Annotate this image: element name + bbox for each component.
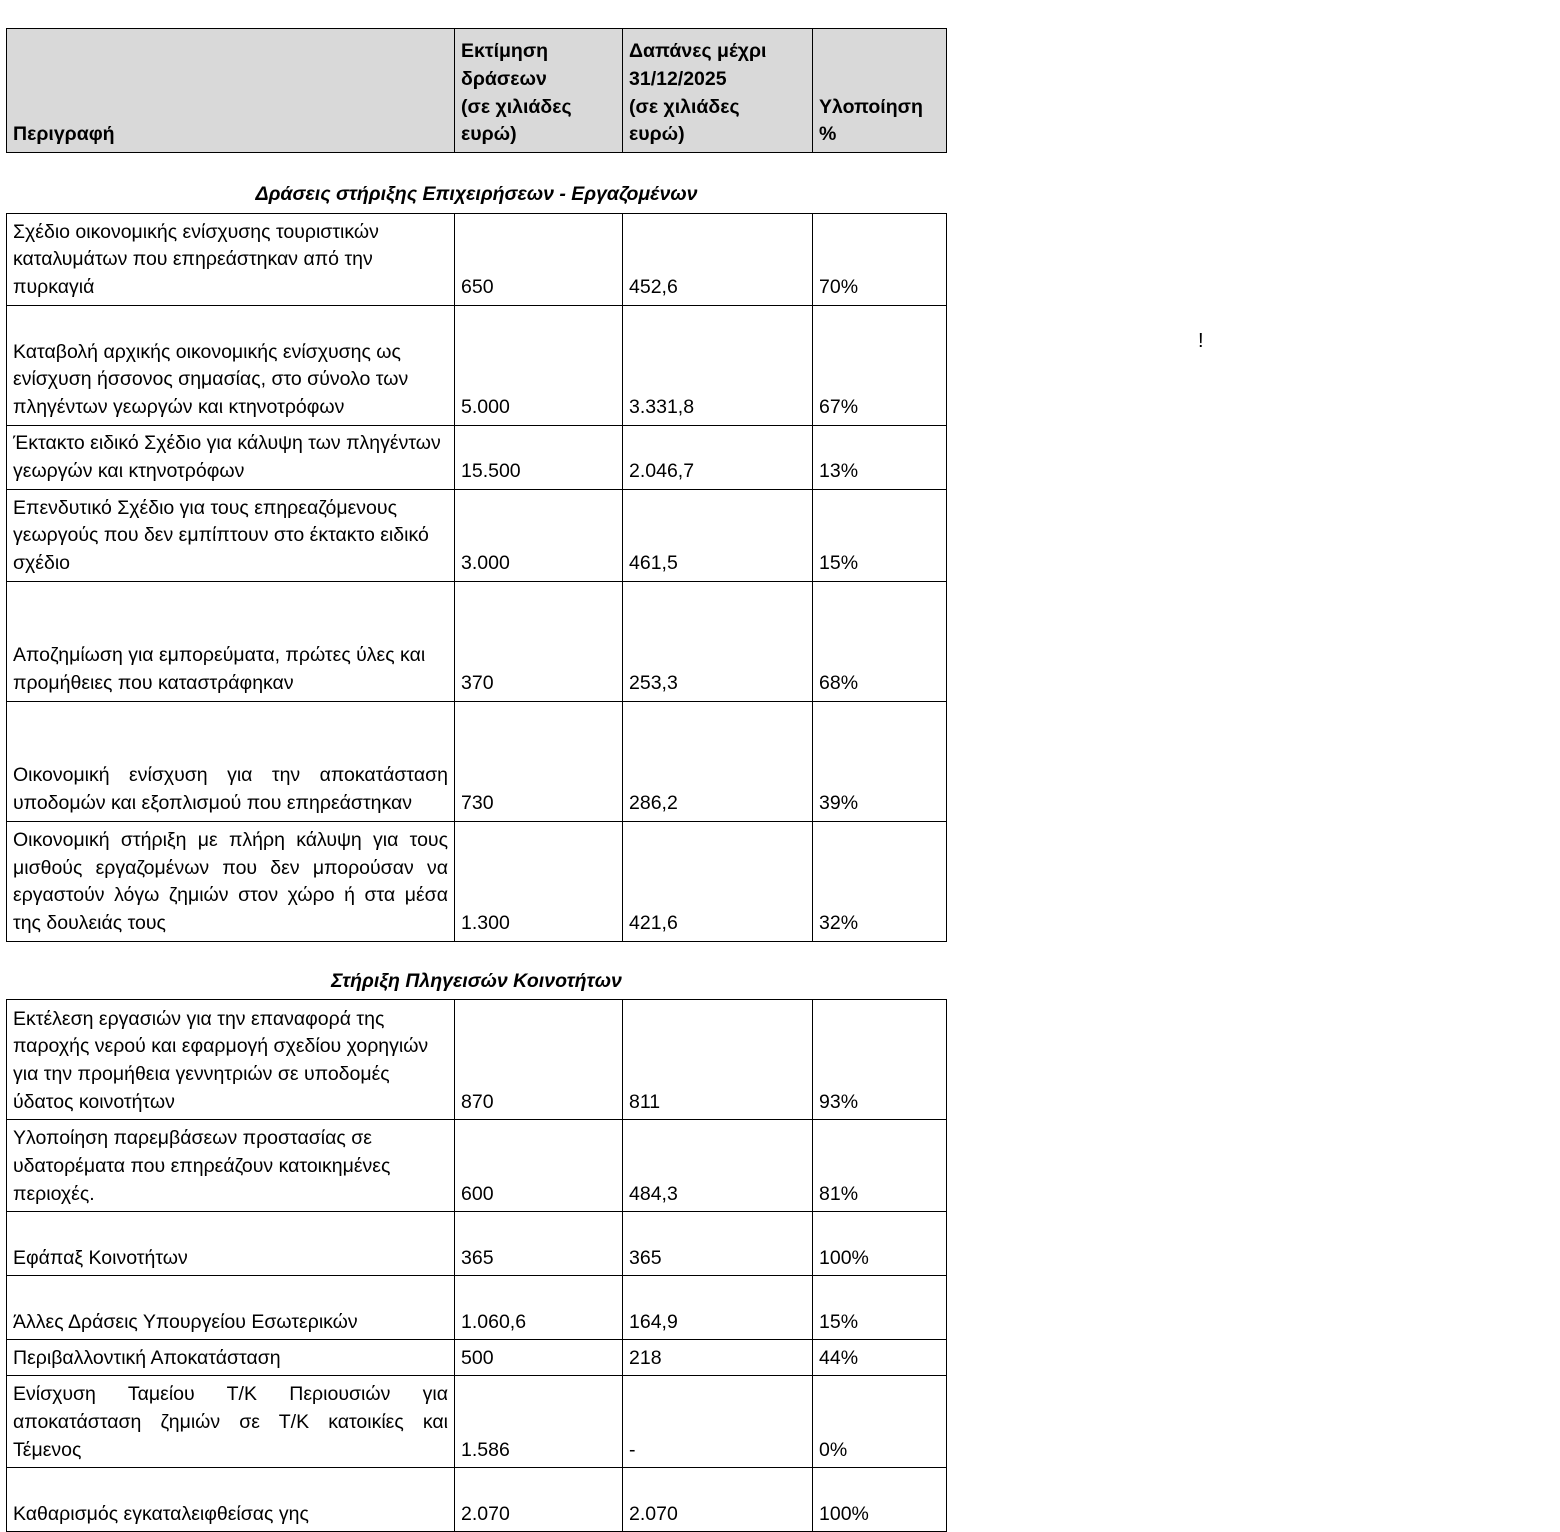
column-header-estimate-line2: δράσεων (461, 67, 547, 90)
row-description: Έκτακτο ειδικό Σχέδιο για κάλυψη των πληγέντων γεωργών και κτηνοτρόφων (7, 425, 455, 489)
row-percent: 44% (813, 1340, 947, 1376)
table-row (7, 1468, 947, 1532)
column-header-estimate-line1: Εκτίμηση (461, 40, 549, 63)
row-estimate: 3.000 (455, 489, 623, 581)
column-header-spent-line4: ευρώ) (629, 123, 685, 146)
table-row (7, 213, 947, 305)
row-spent: - (623, 1376, 813, 1468)
section-header-row (7, 153, 947, 214)
row-spent: 365 (623, 1212, 813, 1276)
column-header-estimate-line4: ευρώ) (461, 123, 517, 146)
table-row (7, 1340, 947, 1376)
row-description: Καταβολή αρχικής οικονομικής ενίσχυσης ως ενίσχυση ήσσονος σημασίας, στο σύνολο των πληγέντων γεωργών και κτηνοτρόφων (7, 305, 455, 425)
row-description: Καθαρισμός εγκαταλειφθείσας γης (7, 1468, 455, 1532)
row-description: Οικονομική στήριξη με πλήρη κάλυψη για τους μισθούς εργαζομένων που δεν μπορούσαν να εργαστούν λόγω ζημιών στον χώρο ή στα μέσα της δουλειάς τους (7, 821, 455, 941)
row-estimate: 2.070 (455, 1468, 623, 1532)
table-row (7, 1376, 947, 1468)
row-description: Εφάπαξ Κοινοτήτων (7, 1212, 455, 1276)
row-estimate: 1.300 (455, 821, 623, 941)
table-row (7, 821, 947, 941)
column-header-spent-line2: 31/12/2025 (629, 67, 727, 90)
row-estimate: 500 (455, 1340, 623, 1376)
row-description: Σχέδιο οικονομικής ενίσχυσης τουριστικών καταλυμάτων που επηρεάστηκαν από την πυρκαγιά (7, 213, 455, 305)
row-percent: 93% (813, 1000, 947, 1120)
column-header-spent-line3: (σε χιλιάδες (629, 95, 740, 118)
row-description: Αποζημίωση για εμπορεύματα, πρώτες ύλες και προμήθειες που καταστράφηκαν (7, 581, 455, 701)
column-header-percent-line1: Υλοποίηση (819, 95, 923, 118)
section-title: Στήριξη Πληγεισών Κοινοτήτων (7, 941, 947, 1000)
row-description: Άλλες Δράσεις Υπουργείου Εσωτερικών (7, 1276, 455, 1340)
row-estimate: 1.586 (455, 1376, 623, 1468)
column-header-estimate-line3: (σε χιλιάδες (461, 95, 572, 118)
row-spent: 253,3 (623, 581, 813, 701)
row-percent: 15% (813, 489, 947, 581)
row-description: Εκτέλεση εργασιών για την επαναφορά της παροχής νερού και εφαρμογή σχεδίου χορηγιών για την προμήθεια γεννητριών σε υποδομές ύδατος κοινοτήτων (7, 1000, 455, 1120)
row-percent: 67% (813, 305, 947, 425)
row-estimate: 370 (455, 581, 623, 701)
column-header-percent-line2: % (819, 123, 837, 146)
row-spent: 2.046,7 (623, 425, 813, 489)
column-header-spent (623, 29, 813, 153)
row-percent: 100% (813, 1468, 947, 1532)
row-estimate: 730 (455, 701, 623, 821)
row-description: Περιβαλλοντική Αποκατάσταση (7, 1340, 455, 1376)
row-percent: 68% (813, 581, 947, 701)
row-spent: 286,2 (623, 701, 813, 821)
column-header-description (7, 29, 455, 153)
row-description: Υλοποίηση παρεμβάσεων προστασίας σε υδατορέματα που επηρεάζουν κατοικημένες περιοχές. (7, 1120, 455, 1212)
table-header-row (7, 29, 947, 153)
table-row (7, 1120, 947, 1212)
row-estimate: 650 (455, 213, 623, 305)
row-spent: 452,6 (623, 213, 813, 305)
table-body (7, 153, 947, 1532)
row-percent: 32% (813, 821, 947, 941)
table-row (7, 1276, 947, 1340)
row-estimate: 5.000 (455, 305, 623, 425)
stray-mark: ! (1198, 330, 1204, 352)
column-header-estimate (455, 29, 623, 153)
row-percent: 39% (813, 701, 947, 821)
column-header-percent (813, 29, 947, 153)
table-row (7, 1212, 947, 1276)
row-spent: 484,3 (623, 1120, 813, 1212)
row-percent: 81% (813, 1120, 947, 1212)
row-spent: 164,9 (623, 1276, 813, 1340)
row-description: Επενδυτικό Σχέδιο για τους επηρεαζόμενους γεωργούς που δεν εμπίπτουν στο έκτακτο ειδικό σχέδιο (7, 489, 455, 581)
row-spent: 2.070 (623, 1468, 813, 1532)
row-description: Ενίσχυση Ταμείου Τ/Κ Περιουσιών για αποκατάσταση ζημιών σε Τ/Κ κατοικίες και Τέμενος (7, 1376, 455, 1468)
table-row (7, 425, 947, 489)
table-row (7, 701, 947, 821)
row-estimate: 365 (455, 1212, 623, 1276)
table-row (7, 581, 947, 701)
row-percent: 13% (813, 425, 947, 489)
table-row (7, 1000, 947, 1120)
table-row (7, 489, 947, 581)
row-spent: 811 (623, 1000, 813, 1120)
section-header-row (7, 941, 947, 1000)
row-estimate: 600 (455, 1120, 623, 1212)
row-estimate: 15.500 (455, 425, 623, 489)
row-spent: 3.331,8 (623, 305, 813, 425)
row-percent: 0% (813, 1376, 947, 1468)
section-title: Δράσεις στήριξης Επιχειρήσεων - Εργαζομένων (7, 153, 947, 214)
column-header-description-text: Περιγραφή (13, 123, 115, 146)
row-spent: 421,6 (623, 821, 813, 941)
row-estimate: 870 (455, 1000, 623, 1120)
table-row (7, 305, 947, 425)
column-header-spent-line1: Δαπάνες μέχρι (629, 40, 767, 63)
row-estimate: 1.060,6 (455, 1276, 623, 1340)
row-spent: 461,5 (623, 489, 813, 581)
row-percent: 15% (813, 1276, 947, 1340)
row-percent: 70% (813, 213, 947, 305)
expenditure-table (6, 28, 947, 1532)
table-header (7, 29, 947, 153)
row-percent: 100% (813, 1212, 947, 1276)
row-spent: 218 (623, 1340, 813, 1376)
row-description: Οικονομική ενίσχυση για την αποκατάσταση υποδομών και εξοπλισμού που επηρεάστηκαν (7, 701, 455, 821)
